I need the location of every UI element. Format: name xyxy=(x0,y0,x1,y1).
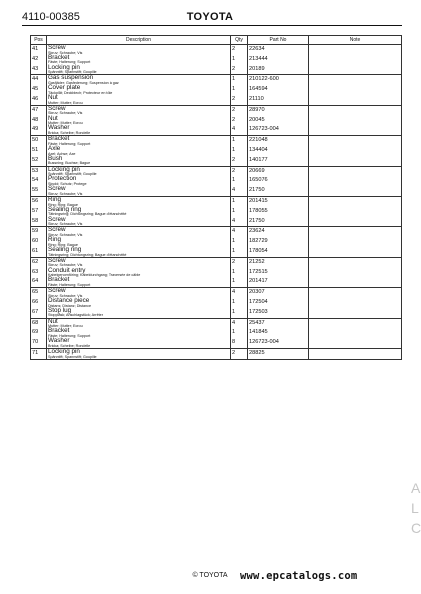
part-name: Nut xyxy=(48,317,58,325)
note-cell xyxy=(309,268,402,278)
pos-cell: 56 xyxy=(31,196,47,206)
note-cell xyxy=(309,338,402,348)
part-translations: Mutter; Mutter; Ecrou xyxy=(48,100,83,105)
pos-cell: 61 xyxy=(31,247,47,257)
edge-letter: A xyxy=(411,480,421,496)
note-cell xyxy=(309,125,402,135)
description-cell xyxy=(47,338,231,348)
note-cell xyxy=(309,277,402,287)
part-translations: Mutter; Mutter; Ecrou xyxy=(48,324,83,329)
part-number-cell: 165076 xyxy=(248,176,309,186)
edge-letter: L xyxy=(411,500,419,516)
description-cell xyxy=(47,298,231,308)
table-row xyxy=(31,95,402,105)
part-number-cell: 23624 xyxy=(248,227,309,237)
qty-cell: 1 xyxy=(231,176,248,186)
qty-cell: 1 xyxy=(231,196,248,206)
pos-cell: 63 xyxy=(31,268,47,278)
note-cell xyxy=(309,196,402,206)
table-row xyxy=(31,237,402,247)
part-name: Screw xyxy=(48,185,66,193)
description-cell xyxy=(47,227,231,237)
table-row xyxy=(31,308,402,318)
table-row xyxy=(31,338,402,348)
part-name: Screw xyxy=(48,104,66,112)
part-name: Locking pin xyxy=(48,165,80,173)
description-cell xyxy=(47,277,231,287)
description-cell xyxy=(47,85,231,95)
pos-cell: 62 xyxy=(31,257,47,267)
part-number-cell: 126723-004 xyxy=(248,338,309,348)
column-header-description: Description xyxy=(47,36,231,45)
table-row xyxy=(31,268,402,278)
table-row xyxy=(31,166,402,176)
part-name: Screw xyxy=(48,287,66,295)
part-number-cell: 20189 xyxy=(248,65,309,75)
part-name: Screw xyxy=(48,226,66,234)
document-code: 4110-00385 xyxy=(22,11,80,23)
table-row xyxy=(31,298,402,308)
qty-cell: 2 xyxy=(231,257,248,267)
pos-cell: 55 xyxy=(31,186,47,196)
part-translations: Spänntift; Spannstift; Goupille xyxy=(48,70,97,75)
part-name: Locking pin xyxy=(48,347,80,355)
description-cell xyxy=(47,217,231,227)
note-cell xyxy=(309,257,402,267)
qty-cell: 2 xyxy=(231,95,248,105)
note-cell xyxy=(309,75,402,85)
table-row xyxy=(31,116,402,126)
qty-cell: 2 xyxy=(231,166,248,176)
part-translations: Skruv; Schraube; Vis xyxy=(48,191,83,196)
part-translations: Tätningsring; Dichtungsring; Bague d'étanchéité xyxy=(48,252,127,257)
part-translations: Bricka; Scheibe; Rondelle xyxy=(48,343,91,348)
note-cell xyxy=(309,247,402,257)
part-name: Nut xyxy=(48,114,58,122)
part-translations: Axel; Achse; Axe xyxy=(48,151,76,156)
part-name: Locking pin xyxy=(48,63,80,71)
part-name: Axle xyxy=(48,144,61,152)
note-cell xyxy=(309,105,402,115)
pos-cell: 54 xyxy=(31,176,47,186)
pos-cell: 53 xyxy=(31,166,47,176)
note-cell xyxy=(309,298,402,308)
pos-cell: 70 xyxy=(31,338,47,348)
part-number-cell: 182729 xyxy=(248,237,309,247)
table-row xyxy=(31,75,402,85)
pos-cell: 68 xyxy=(31,318,47,328)
part-translations: Täckplåt; Deckblech; Protecteur en tôle xyxy=(48,90,113,95)
qty-cell: 1 xyxy=(231,298,248,308)
pos-cell: 52 xyxy=(31,156,47,166)
table-row xyxy=(31,55,402,65)
qty-cell: 2 xyxy=(231,65,248,75)
part-translations: Ring; Ring; Bague xyxy=(48,202,78,207)
description-cell xyxy=(47,308,231,318)
qty-cell: 2 xyxy=(231,45,248,55)
part-number-cell: 21750 xyxy=(248,186,309,196)
part-number-cell: 140177 xyxy=(248,156,309,166)
description-cell xyxy=(47,105,231,115)
part-translations: Spänntift; Spannstift; Goupille xyxy=(48,354,97,359)
pos-cell: 64 xyxy=(31,277,47,287)
pos-cell: 66 xyxy=(31,298,47,308)
part-number-cell: 221048 xyxy=(248,136,309,146)
table-row xyxy=(31,136,402,146)
note-cell xyxy=(309,237,402,247)
part-number-cell: 20307 xyxy=(248,288,309,298)
description-cell xyxy=(47,65,231,75)
pos-cell: 57 xyxy=(31,207,47,217)
part-name: Bracket xyxy=(48,53,70,61)
part-number-cell: 126723-004 xyxy=(248,125,309,135)
part-number-cell: 21750 xyxy=(248,217,309,227)
pos-cell: 47 xyxy=(31,105,47,115)
part-number-cell: 178055 xyxy=(248,207,309,217)
pos-cell: 59 xyxy=(31,227,47,237)
part-name: Bush xyxy=(48,154,63,162)
part-number-cell: 201417 xyxy=(248,277,309,287)
description-cell xyxy=(47,247,231,257)
description-cell xyxy=(47,257,231,267)
column-header-note: Note xyxy=(309,36,402,45)
part-name: Distance piece xyxy=(48,296,90,304)
pos-cell: 41 xyxy=(31,45,47,55)
qty-cell: 4 xyxy=(231,217,248,227)
pos-cell: 50 xyxy=(31,136,47,146)
part-translations: Mutter; Mutter; Ecrou xyxy=(48,121,83,126)
copyright-notice: © TOYOTA xyxy=(192,572,228,579)
part-number-cell: 164594 xyxy=(248,85,309,95)
note-cell xyxy=(309,176,402,186)
qty-cell: 1 xyxy=(231,268,248,278)
note-cell xyxy=(309,95,402,105)
part-translations: Bricka; Scheibe; Rondelle xyxy=(48,130,91,135)
part-translations: Fäste; Halterung; Support xyxy=(48,333,91,338)
qty-cell: 1 xyxy=(231,277,248,287)
part-name: Bracket xyxy=(48,135,70,143)
pos-cell: 49 xyxy=(31,125,47,135)
pos-cell: 65 xyxy=(31,288,47,298)
note-cell xyxy=(309,207,402,217)
part-number-cell: 22634 xyxy=(248,45,309,55)
document-title: TOYOTA xyxy=(186,11,234,23)
description-cell xyxy=(47,318,231,328)
part-name: Conduit entry xyxy=(48,266,86,274)
qty-cell: 1 xyxy=(231,328,248,338)
part-translations: Distans; Distanz; Distance xyxy=(48,303,92,308)
table-row xyxy=(31,45,402,55)
table-row xyxy=(31,125,402,135)
description-cell xyxy=(47,125,231,135)
pos-cell: 42 xyxy=(31,55,47,65)
part-translations: Tätningsring; Dichtungsring; Bague d'étanchéité xyxy=(48,212,127,217)
part-number-cell: 21110 xyxy=(248,95,309,105)
column-header-part-no: Part No xyxy=(248,36,309,45)
part-name: Protection xyxy=(48,175,77,183)
part-translations: Bussning; Buchse; Bague xyxy=(48,161,91,166)
note-cell xyxy=(309,146,402,156)
table-row xyxy=(31,146,402,156)
note-cell xyxy=(309,166,402,176)
part-translations: Ring; Ring; Bague xyxy=(48,242,78,247)
part-number-cell: 178054 xyxy=(248,247,309,257)
qty-cell: 1 xyxy=(231,75,248,85)
qty-cell: 2 xyxy=(231,116,248,126)
qty-cell: 4 xyxy=(231,227,248,237)
description-cell xyxy=(47,116,231,126)
part-name: Screw xyxy=(48,44,66,51)
description-cell xyxy=(47,45,231,55)
qty-cell: 4 xyxy=(231,288,248,298)
part-number-cell: 213444 xyxy=(248,55,309,65)
table-row xyxy=(31,247,402,257)
qty-cell: 4 xyxy=(231,318,248,328)
part-name: Nut xyxy=(48,93,58,101)
qty-cell: 4 xyxy=(231,125,248,135)
qty-cell: 1 xyxy=(231,207,248,217)
table-row xyxy=(31,217,402,227)
qty-cell: 1 xyxy=(231,85,248,95)
table-row xyxy=(31,227,402,237)
part-number-cell: 134404 xyxy=(248,146,309,156)
qty-cell: 1 xyxy=(231,146,248,156)
part-number-cell: 21252 xyxy=(248,257,309,267)
part-translations: Kabelgenomföring; Kabeldurchgang; Traversée de câble xyxy=(48,273,141,278)
description-cell xyxy=(47,176,231,186)
website-watermark: www.epcatalogs.com xyxy=(240,570,358,582)
part-name: Screw xyxy=(48,256,66,264)
cropped-edge-watermark xyxy=(401,478,420,548)
part-translations: Skruv; Schraube; Vis xyxy=(48,111,83,116)
table-row xyxy=(31,277,402,287)
pos-cell: 71 xyxy=(31,348,47,359)
note-cell xyxy=(309,156,402,166)
part-translations: Fäste; Halterung; Support xyxy=(48,141,91,146)
part-number-cell: 25437 xyxy=(248,318,309,328)
table-row xyxy=(31,85,402,95)
part-name: Ring xyxy=(48,236,61,244)
part-name: Bracket xyxy=(48,327,70,335)
table-row xyxy=(31,65,402,75)
description-cell xyxy=(47,95,231,105)
parts-table xyxy=(30,35,402,360)
note-cell xyxy=(309,318,402,328)
qty-cell: 2 xyxy=(231,156,248,166)
qty-cell: 1 xyxy=(231,136,248,146)
qty-cell: 1 xyxy=(231,247,248,257)
pos-cell: 45 xyxy=(31,85,47,95)
part-name: Gas suspension xyxy=(48,74,94,82)
pos-cell: 58 xyxy=(31,217,47,227)
note-cell xyxy=(309,136,402,146)
part-translations: Skydd; Schutz; Protege xyxy=(48,181,87,186)
note-cell xyxy=(309,217,402,227)
description-cell xyxy=(47,348,231,359)
qty-cell: 4 xyxy=(231,186,248,196)
header-divider xyxy=(22,25,402,26)
pos-cell: 60 xyxy=(31,237,47,247)
note-cell xyxy=(309,55,402,65)
column-header-qty: Qty xyxy=(231,36,248,45)
note-cell xyxy=(309,65,402,75)
part-translations: Skruv; Schraube; Vis xyxy=(48,263,83,268)
part-number-cell: 28825 xyxy=(248,348,309,359)
description-cell xyxy=(47,268,231,278)
part-name: Ring xyxy=(48,195,61,203)
qty-cell: 2 xyxy=(231,348,248,359)
note-cell xyxy=(309,45,402,55)
description-cell xyxy=(47,207,231,217)
part-translations: Gasfjäder; Gasfederung; Suspension à gaz xyxy=(48,80,119,85)
note-cell xyxy=(309,328,402,338)
table-row xyxy=(31,176,402,186)
part-translations: Skruv; Schraube; Vis xyxy=(48,50,83,55)
table-row xyxy=(31,207,402,217)
table-row xyxy=(31,186,402,196)
part-name: Sealing ring xyxy=(48,205,82,213)
description-cell xyxy=(47,136,231,146)
qty-cell: 1 xyxy=(231,308,248,318)
part-translations: Skruv; Schraube; Vis xyxy=(48,222,83,227)
pos-cell: 67 xyxy=(31,308,47,318)
part-number-cell: 28970 xyxy=(248,105,309,115)
table-row xyxy=(31,318,402,328)
part-number-cell: 20669 xyxy=(248,166,309,176)
table-header-row xyxy=(31,36,402,45)
note-cell xyxy=(309,227,402,237)
table-row xyxy=(31,348,402,359)
part-name: Screw xyxy=(48,215,66,223)
pos-cell: 43 xyxy=(31,65,47,75)
pos-cell: 44 xyxy=(31,75,47,85)
part-number-cell: 141845 xyxy=(248,328,309,338)
pos-cell: 69 xyxy=(31,328,47,338)
part-number-cell: 210122-600 xyxy=(248,75,309,85)
table-row xyxy=(31,105,402,115)
table-row xyxy=(31,196,402,206)
qty-cell: 1 xyxy=(231,55,248,65)
note-cell xyxy=(309,348,402,359)
description-cell xyxy=(47,146,231,156)
edge-letter: C xyxy=(411,520,421,536)
note-cell xyxy=(309,186,402,196)
part-translations: Skruv; Schraube; Vis xyxy=(48,232,83,237)
part-name: Washer xyxy=(48,337,70,345)
note-cell xyxy=(309,308,402,318)
pos-cell: 48 xyxy=(31,116,47,126)
description-cell xyxy=(47,156,231,166)
part-number-cell: 172515 xyxy=(248,268,309,278)
table-row xyxy=(31,328,402,338)
note-cell xyxy=(309,288,402,298)
description-cell xyxy=(47,328,231,338)
part-name: Sealing ring xyxy=(48,245,82,253)
description-cell xyxy=(47,186,231,196)
part-translations: Skruv; Schraube; Vis xyxy=(48,293,83,298)
note-cell xyxy=(309,116,402,126)
part-name: Stop lug xyxy=(48,306,72,314)
part-translations: Stopplåsk; Anschlagstück; Arrêter xyxy=(48,313,103,318)
part-translations: Fäste; Halterung; Support xyxy=(48,282,91,287)
pos-cell: 51 xyxy=(31,146,47,156)
parts-table-body xyxy=(31,45,402,360)
qty-cell: 8 xyxy=(231,338,248,348)
column-header-pos: Pos xyxy=(31,36,47,45)
qty-cell: 2 xyxy=(231,105,248,115)
note-cell xyxy=(309,85,402,95)
part-translations: Spänntift; Spannstift; Goupille xyxy=(48,172,97,177)
part-name: Bracket xyxy=(48,276,70,284)
part-name: Cover plate xyxy=(48,84,81,92)
part-translations: Fäste; Halterung; Support xyxy=(48,60,91,65)
part-number-cell: 172503 xyxy=(248,308,309,318)
table-row xyxy=(31,257,402,267)
part-number-cell: 201415 xyxy=(248,196,309,206)
qty-cell: 1 xyxy=(231,237,248,247)
part-number-cell: 172504 xyxy=(248,298,309,308)
table-row xyxy=(31,156,402,166)
pos-cell: 46 xyxy=(31,95,47,105)
part-number-cell: 20045 xyxy=(248,116,309,126)
part-name: Washer xyxy=(48,124,70,132)
